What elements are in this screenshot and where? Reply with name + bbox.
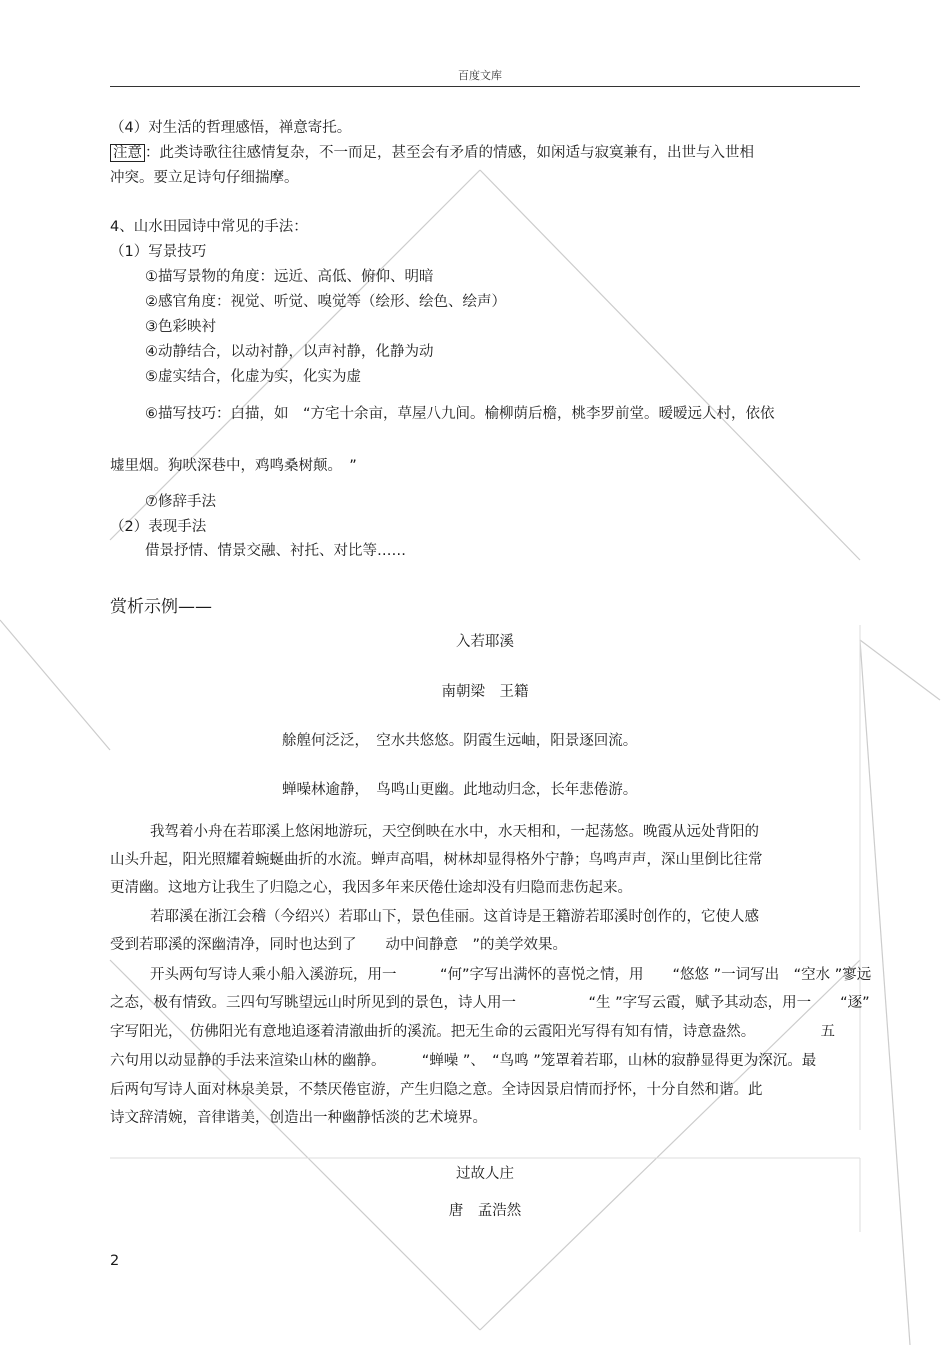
text-line: 冲突。要立足诗句仔细揣摩。 <box>110 170 299 186</box>
list-item-continued: 墟里烟。狗吠深巷中，鸡鸣桑树颠。 ” <box>110 458 357 474</box>
note-text: ：此类诗歌往往感情复杂，不一而足，甚至会有矛盾的情感，如闲适与寂寞兼有，出世与入世相 <box>145 145 754 161</box>
list-item: ⑤虚实结合，化虚为实，化实为虚 <box>145 369 361 385</box>
paragraph-line: 山头升起，阳光照耀着蜿蜒曲折的水流。蝉声高唱，树林却显得格外宁静；鸟鸣声声，深山里倒比往常 <box>110 852 763 868</box>
list-item: ④动静结合，以动衬静，以声衬静，化静为动 <box>145 344 434 360</box>
list-item: ②感官角度：视觉、听觉、嗅觉等（绘形、绘色、绘声） <box>145 294 506 310</box>
list-item: ③色彩映衬 <box>145 319 216 335</box>
poem-line: 艅艎何泛泛， 空水共悠悠。阴霞生远岫，阳景逐回流。 <box>282 733 638 749</box>
text-line: （4）对生活的哲理感悟，禅意寄托。 <box>110 120 352 136</box>
text-line: 借景抒情、情景交融、衬托、对比等…… <box>145 543 406 559</box>
header-rule <box>110 86 860 87</box>
example-heading: 赏析示例—— <box>110 597 212 617</box>
subsection-heading: （2）表现手法 <box>110 519 207 535</box>
paragraph-line: 六句用以动显静的手法来渲染山林的幽静。 “蝉噪 ”、 “鸟鸣 ”笼罩着若耶，山林的寂静显得更为深沉。最 <box>110 1053 817 1069</box>
header-title: 百度文库 <box>458 69 502 82</box>
paragraph-line: 开头两句写诗人乘小船入溪游玩，用一 “何”字写出满怀的喜悦之情，用 “悠悠 ”一词写出 “空水 ”寥远 <box>150 967 872 983</box>
list-item: ⑦修辞手法 <box>145 494 216 510</box>
list-item: ⑥描写技巧：白描，如 “方宅十余亩，草屋八九间。榆柳荫后檐，桃李罗前堂。暧暧远人村，依依 <box>145 406 775 422</box>
paragraph-line: 更清幽。这地方让我生了归隐之心，我因多年来厌倦仕途却没有归隐而悲伤起来。 <box>110 880 632 896</box>
page-number: 2 <box>110 1253 120 1269</box>
subsection-heading: （1）写景技巧 <box>110 244 207 260</box>
paragraph-line: 我驾着小舟在若耶溪上悠闲地游玩，天空倒映在水中，水天相和，一起荡悠。晚霞从远处背阳的 <box>150 824 759 840</box>
poem-author: 唐 孟浩然 <box>448 1203 522 1219</box>
paragraph-line: 受到若耶溪的深幽清净，同时也达到了 动中间静意 ”的美学效果。 <box>110 937 568 953</box>
paragraph-line: 字写阳光， 仿佛阳光有意地追逐着清澈曲折的溪流。把无生命的云霞阳光写得有知有情，诗意盎然。 五 <box>110 1024 835 1040</box>
paragraph-line: 后两句写诗人面对林泉美景，不禁厌倦宦游，产生归隐之意。全诗因景启情而抒怀，十分自然和谐。此 <box>110 1082 763 1098</box>
poem-author: 南朝梁 王籍 <box>441 684 529 700</box>
paragraph-line: 诗文辞清婉，音律谐美，创造出一种幽静恬淡的艺术境界。 <box>110 1110 487 1126</box>
section-heading: 4、山水田园诗中常见的手法： <box>110 219 308 235</box>
poem-title: 入若耶溪 <box>456 634 514 650</box>
note-label-box: 注意 <box>110 144 145 162</box>
paragraph-line: 若耶溪在浙江会稽（今绍兴）若耶山下，景色佳丽。这首诗是王籍游若耶溪时创作的，它使人感 <box>150 909 759 925</box>
poem-title: 过故人庄 <box>456 1166 514 1182</box>
note-line <box>110 143 754 163</box>
paragraph-line: 之态，极有情致。三四句写眺望远山时所见到的景色，诗人用一 “生 ”字写云霞，赋予其动态，用一 “逐” <box>110 995 870 1011</box>
list-item: ①描写景物的角度：远近、高低、俯仰、明暗 <box>145 269 434 285</box>
poem-line: 蝉噪林逾静， 鸟鸣山更幽。此地动归念，长年悲倦游。 <box>282 782 638 798</box>
